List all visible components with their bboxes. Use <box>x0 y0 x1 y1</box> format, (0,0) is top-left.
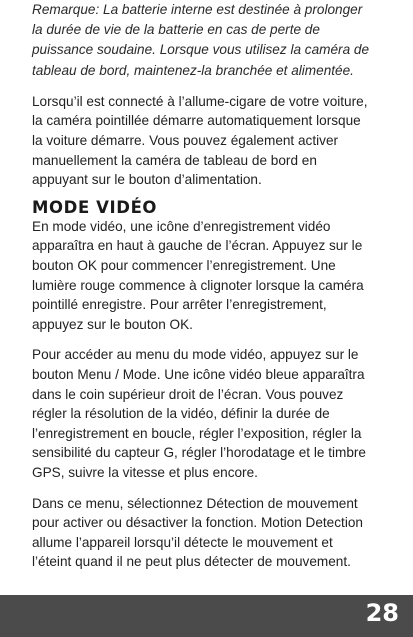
manual-page-content <box>32 0 375 572</box>
page-number: 28 <box>365 599 399 627</box>
video-mode-paragraph-motion-detection: Dans ce menu, sélectionnez Détection de mouvement pour activer ou désactiver la fonction. Motion Detection allume l’appareil lorsqu’il détecte le mouvement et l’éteint quand il ne peut plus détecter de mouvement. <box>32 495 363 570</box>
battery-note: Remarque: La batterie interne est destinée à prolonger la durée de vie de la batterie en cas de perte de puissance soudaine. Lorsque vous utilisez la caméra de tableau de bord, maintenez-la branchée et alimentée. <box>32 2 370 78</box>
footer-bar <box>0 595 413 637</box>
section-heading-video-mode: MODE VIDÉO <box>32 197 158 217</box>
video-mode-paragraph-recording: En mode vidéo, une icône d’enregistrement vidéo apparaîtra en haut à gauche de l’écran. Appuyez sur le bouton OK pour commencer l’enregistrement. Une lumière rouge commence à clignoter lorsque la caméra pointillé enregistre. Pour arrêter l’enregistrement, appuyez sur le bouton OK. <box>32 218 364 332</box>
intro-paragraph: Lorsqu’il est connecté à l’allume-cigare de votre voiture, la caméra pointillée démarre automatiquement lorsque la voiture démarre. Vous pouvez également activer manuellement la caméra de tableau de bord en appuyant sur le bouton d’alimentation. <box>32 93 368 188</box>
video-mode-paragraph-menu: Pour accéder au menu du mode vidéo, appuyez sur le bouton Menu / Mode. Une icône vidéo bleue apparaîtra dans le coin supérieur droit de l’écran. Vous pouvez régler la résolution de la vidéo, définir la durée de l’enregistrement en boucle, régler l’exposition, régler la sensibilité du capteur G, régler l’horodatage et le timbre GPS, suivre la vitesse et plus encore. <box>32 347 366 480</box>
